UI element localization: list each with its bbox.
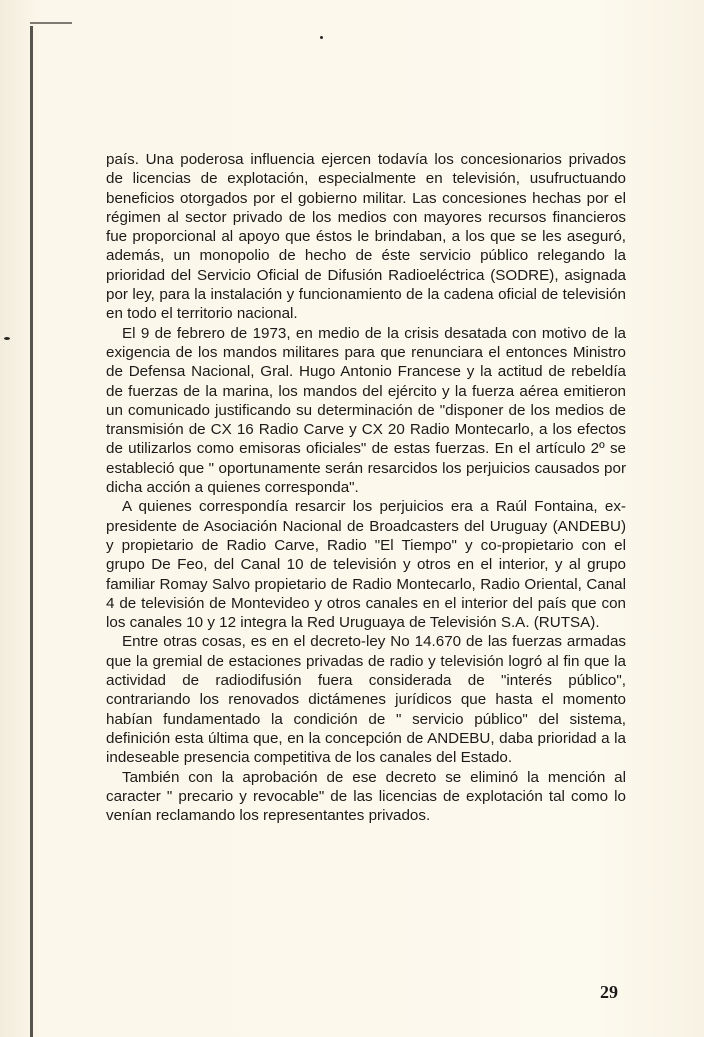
binding-edge-tick [30, 22, 72, 24]
ink-speck [320, 36, 323, 39]
paragraph: También con la aprobación de ese decreto se eliminó la mención al caracter " precario y revocable" de las licencias de explotación tal como lo venían reclamando los representantes privados. [106, 768, 626, 825]
binding-edge-line [30, 26, 33, 1037]
paragraph: país. Una poderosa influencia ejercen todavía los concesionarios privados de licencias de explotación, especialmente en televisión, usufructuando beneficios otorgados por el gobierno militar. Las concesiones hechas por el régimen al sector privado de los medios con mayores recursos financieros fue proporcional al apoyo que éstos le brindaban, a los que se les aseguró, además, un monopolio de hecho de éste servicio público relegando la prioridad del Servicio Oficial de Difusión Radioeléctrica (SODRE), asignada por ley, para la instalación y funcionamiento de la cadena oficial de televisión en todo el territorio nacional. [106, 151, 626, 323]
paragraph: El 9 de febrero de 1973, en medio de la crisis desatada con motivo de la exigencia de los mandos militares para que renunciara el entonces Ministro de Defensa Nacional, Gral. Hugo Antonio Francese y la actitud de rebeldía de fuerzas de la marina, los mandos del ejército y la fuerza aérea emitieron un comunicado justificando su determinación de "disponer de los medios de transmisión de CX 16 Radio Carve y CX 20 Radio Montecarlo, a los efectos de utilizarlos como emisoras oficiales" de estas fuerzas. En el artículo 2º se estableció que " oportunamente serán resarcidos los perjuicios causados por dicha acción a quienes corresponda". [106, 324, 626, 497]
body-text [106, 150, 626, 825]
page-number: 29 [600, 982, 618, 1002]
ink-speck [4, 337, 10, 340]
paragraph: Entre otras cosas, es en el decreto-ley No 14.670 de las fuerzas armadas que la gremial de estaciones privadas de radio y televisión logró al fin que la actividad de radiodifusión fuera considerada de "interés público", contrariando los renovados dictámenes jurídicos que hasta el momento habían fundamentado la condición de " servicio público" del sistema, definición esta última que, en la concepción de ANDEBU, daba prioridad a la indeseable presencia competitiva de los canales del Estado. [106, 633, 626, 767]
paragraph: A quienes correspondía resarcir los perjuicios era a Raúl Fontaina, ex-presidente de Asociación Nacional de Broadcasters del Uruguay (ANDEBU) y propietario de Radio Carve, Radio "El Tiempo" y co-propietario con el grupo De Feo, del Canal 10 de televisión y otros en el interior, y al grupo familiar Romay Salvo propietario de Radio Montecarlo, Radio Oriental, Canal 4 de televisión de Montevideo y otros canales en el interior del país que con los canales 10 y 12 integra la Red Uruguaya de Televisión S.A. (RUTSA). [106, 498, 626, 632]
